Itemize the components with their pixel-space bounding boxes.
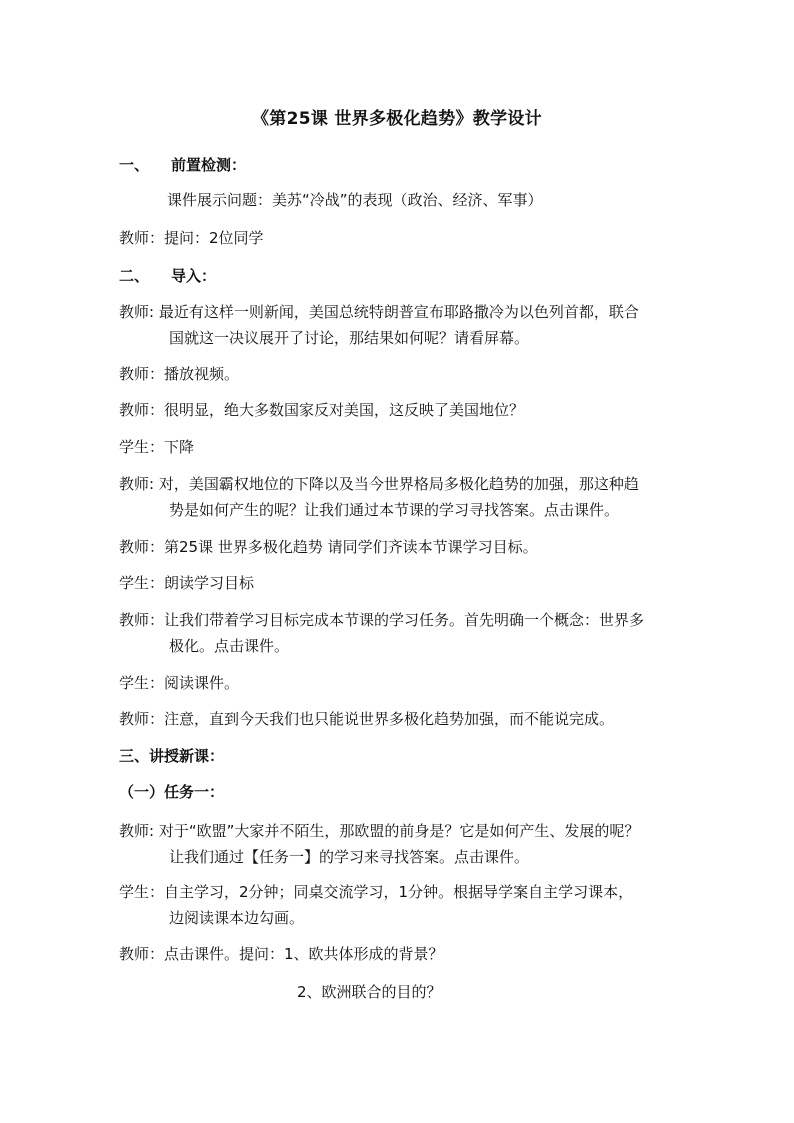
paragraph-line: 让我们通过【任务一】的学习来寻找答案。点击课件。 <box>169 848 530 866</box>
section-number: 一、 <box>119 156 150 174</box>
paragraph-line: 学生：自主学习，2分钟；同桌交流学习，1分钟。根据导学案自主学习课本， <box>119 883 634 901</box>
paragraph: 教师：很明显，绝大多数国家反对美国，这反映了美国地位？ <box>119 401 525 419</box>
page-title: 《第25课 世界多极化趋势》教学设计 <box>252 109 542 129</box>
section-heading-3: 三、讲授新课： <box>119 747 225 765</box>
paragraph-line: 势是如何产生的呢？让我们通过本节课的学习寻找答案。点击课件。 <box>169 501 620 519</box>
section-heading-2 <box>119 263 679 289</box>
paragraph-line: 教师: 对于“欧盟”大家并不陌生，那欧盟的前身是？它是如何产生、发展的呢？ <box>119 822 640 840</box>
paragraph: 学生：下降 <box>119 438 195 456</box>
paragraph <box>119 879 679 931</box>
paragraph: 教师：注意，直到今天我们也只能说世界多极化趋势加强，而不能说完成。 <box>119 710 615 728</box>
paragraph-line: 国就这一决议展开了讨论，那结果如何呢？请看屏幕。 <box>169 329 530 347</box>
paragraph: 教师：播放视频。 <box>119 365 240 383</box>
paragraph <box>119 818 679 870</box>
paragraph-line: 极化。点击课件。 <box>169 637 290 655</box>
paragraph <box>119 607 679 659</box>
paragraph: 2、欧洲联合的目的？ <box>297 983 442 1001</box>
section-label: 导入： <box>171 267 217 285</box>
paragraph: 教师：点击课件。提问：1、欧共体形成的背景？ <box>119 945 444 963</box>
paragraph: 教师：第25课 世界多极化趋势 请同学们齐读本节课学习目标。 <box>119 538 538 556</box>
paragraph: 教师：提问：2位同学 <box>119 229 264 247</box>
paragraph <box>119 471 679 523</box>
section-label: 前置检测： <box>171 156 247 174</box>
paragraph-line: 教师: 最近有这样一则新闻，美国总统特朗普宣布耶路撒冷为以色列首都，联合 <box>119 303 639 321</box>
paragraph-line: 边阅读课本边勾画。 <box>169 909 305 927</box>
paragraph: 学生：朗读学习目标 <box>119 574 255 592</box>
subsection-heading: （一）任务一： <box>119 783 225 801</box>
paragraph: 学生：阅读课件。 <box>119 674 240 692</box>
paragraph <box>119 299 679 351</box>
paragraph-line: 教师: 对，美国霸权地位的下降以及当今世界格局多极化趋势的加强，那这种趋 <box>119 475 639 493</box>
paragraph-line: 教师：让我们带着学习目标完成本节课的学习任务。首先明确一个概念：世界多 <box>119 611 645 629</box>
section-number: 二、 <box>119 267 150 285</box>
section-heading-1 <box>119 152 679 178</box>
paragraph: 课件展示问题：美苏“冷战”的表现（政治、经济、军事） <box>167 191 543 209</box>
